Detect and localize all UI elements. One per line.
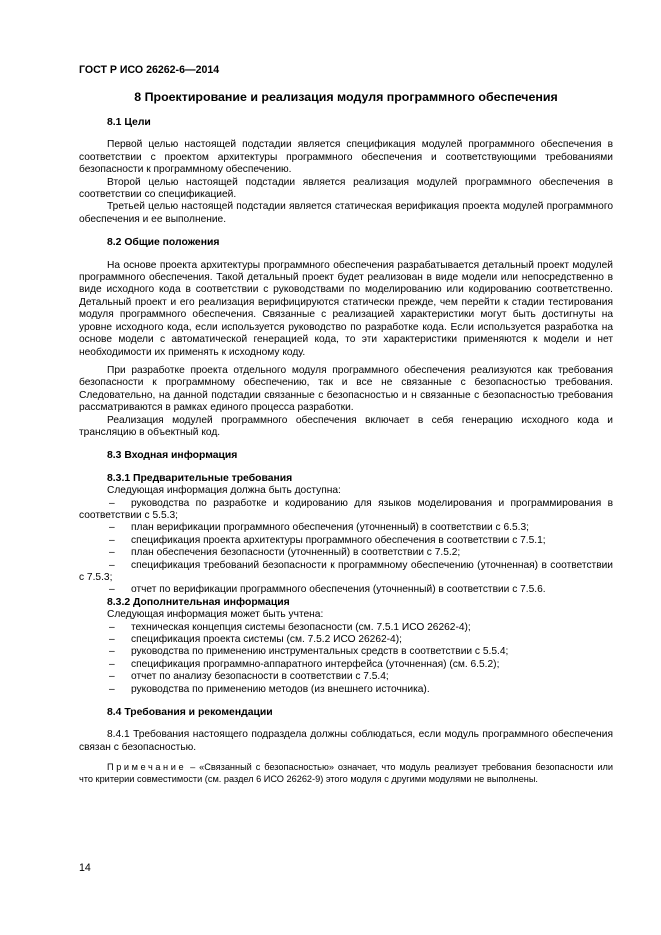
paragraph: При разработке проекта отдельного модуля программного обеспечения реализуются как требования безопасности к программному обеспечению, так и все не связанные с безопасностью требования. Следовательно, на данной подстадии связанные с безопасностью и н связанные с безопасностью требования рассматриваются в рамках единого процесса разработки.	[79, 364, 613, 414]
paragraph: Третьей целью настоящей подстадии является статическая верификация проекта модулей программного обеспечения и ее выполнение.	[79, 201, 613, 225]
list-marker: –	[109, 634, 115, 646]
subsection-title-8-1: 8.1 Цели	[107, 117, 151, 128]
prerequisites-list	[79, 498, 613, 597]
paragraph: Второй целью настоящей подстадии является реализация модулей программного обеспечения в соответствии со спецификацией.	[79, 176, 613, 201]
note	[79, 762, 613, 785]
list-marker: –	[109, 559, 115, 571]
list-marker: –	[109, 584, 115, 596]
list-item: – отчет по верификации программного обеспечения (уточненный) в соответствии с 7.5.6.	[109, 584, 546, 596]
subsection-title-8-4: 8.4 Требования и рекомендации	[107, 707, 273, 719]
subsubsection-title-8-3-2: 8.3.2 Дополнительная информация	[107, 596, 290, 608]
list-item: – руководства по применению методов (из внешнего источника).	[109, 683, 430, 695]
list-marker: –	[109, 683, 115, 695]
list-item: – план обеспечения безопасности (уточненный) в соответствии с 7.5.2;	[109, 547, 461, 559]
list-marker: –	[109, 522, 115, 534]
subsection-title-8-3: 8.3 Входная информация	[107, 450, 238, 462]
document-header: ГОСТ Р ИСО 26262-6—2014	[79, 64, 220, 76]
list-marker: –	[109, 658, 115, 670]
list-marker: –	[109, 646, 115, 658]
list-item: – спецификация программно-аппаратного интерфейса (уточненная) (см. 6.5.2);	[109, 658, 500, 670]
list-marker: –	[109, 621, 115, 633]
list-item: – руководства по применению инструментальных средств в соответствии с 5.5.4;	[109, 646, 509, 658]
page-number: 14	[79, 862, 91, 874]
note-label: Примечание	[107, 762, 187, 773]
subsubsection-title-8-3-1: 8.3.1 Предварительные требования	[107, 472, 293, 484]
list-marker: –	[109, 547, 115, 559]
list-item: – техническая концепция системы безопасности (см. 7.5.1 ИСО 26262-4);	[109, 621, 471, 633]
subsection-title-8-2: 8.2 Общие положения	[107, 237, 220, 249]
list-item: – спецификация проекта системы (см. 7.5.2 ИСО 26262-4);	[109, 634, 402, 646]
list-marker: –	[109, 671, 115, 683]
list-marker: –	[109, 497, 115, 509]
list-intro: Следующая информация должна быть доступна:	[107, 485, 341, 497]
list-item: – спецификация проекта архитектуры программного обеспечения в соответствии с 7.5.1;	[109, 534, 546, 546]
list-intro: Следующая информация может быть учтена:	[107, 609, 324, 621]
page-content	[79, 90, 613, 785]
list-marker: –	[109, 534, 115, 546]
paragraph: Реализация модулей программного обеспечения включает в себя генерацию исходного кода и трансляцию в объектный код.	[79, 414, 613, 438]
additional-info-list	[79, 622, 613, 696]
list-item: – руководства по разработке и кодированию для языков моделирования и программирования в соответствии с 5.5.3;	[79, 497, 613, 521]
list-item: – спецификация требований безопасности к программному обеспечению (уточненная) в соответствии с 7.5.3;	[79, 559, 613, 583]
paragraph: 8.4.1 Требования настоящего подраздела должны соблюдаться, если модуль программного обеспечения связан с безопасностью.	[79, 729, 613, 753]
paragraph: Первой целью настоящей подстадии является спецификация модулей программного обеспечения в соответствии с проектом архитектуры программного обеспечения и соответствующими требованиями безопасности к программному обеспечению.	[79, 139, 613, 176]
list-item: – план верификации программного обеспечения (уточненный) в соответствии с 6.5.3;	[109, 522, 529, 534]
paragraph: На основе проекта архитектуры программного обеспечения разрабатывается детальный проект модулей программного обеспечения. Такой детальный проект будет реализован в виде модели или непосредственно в виде исходного кода в соответствии с руководствами по моделированию или кодированию соответственно. Детальный проект и его реализация верифицируются статически прежде, чем перейти к стадии тестирования модуля программного обеспечения. Связанные с реализацией характеристики могут быть достигнуты на уровне исходного кода, если используется руководство по разработке кода. Если используется разработка на основе модели с автоматической генерацией кода, то эти характеристики применяются к модели и нет необходимости их применять к исходному коду.	[79, 259, 613, 358]
note-text: – «Связанный с безопасностью» означает, что модуль реализует требования безопасности или что критерии совместимости (см. раздел 6 ИСО 26262-9) этого модуля с другими модулями не выполнены.	[79, 762, 613, 784]
list-item: – отчет по анализу безопасности в соответствии с 7.5.4;	[109, 671, 389, 683]
section-title: 8 Проектирование и реализация модуля программного обеспечения	[134, 90, 558, 104]
